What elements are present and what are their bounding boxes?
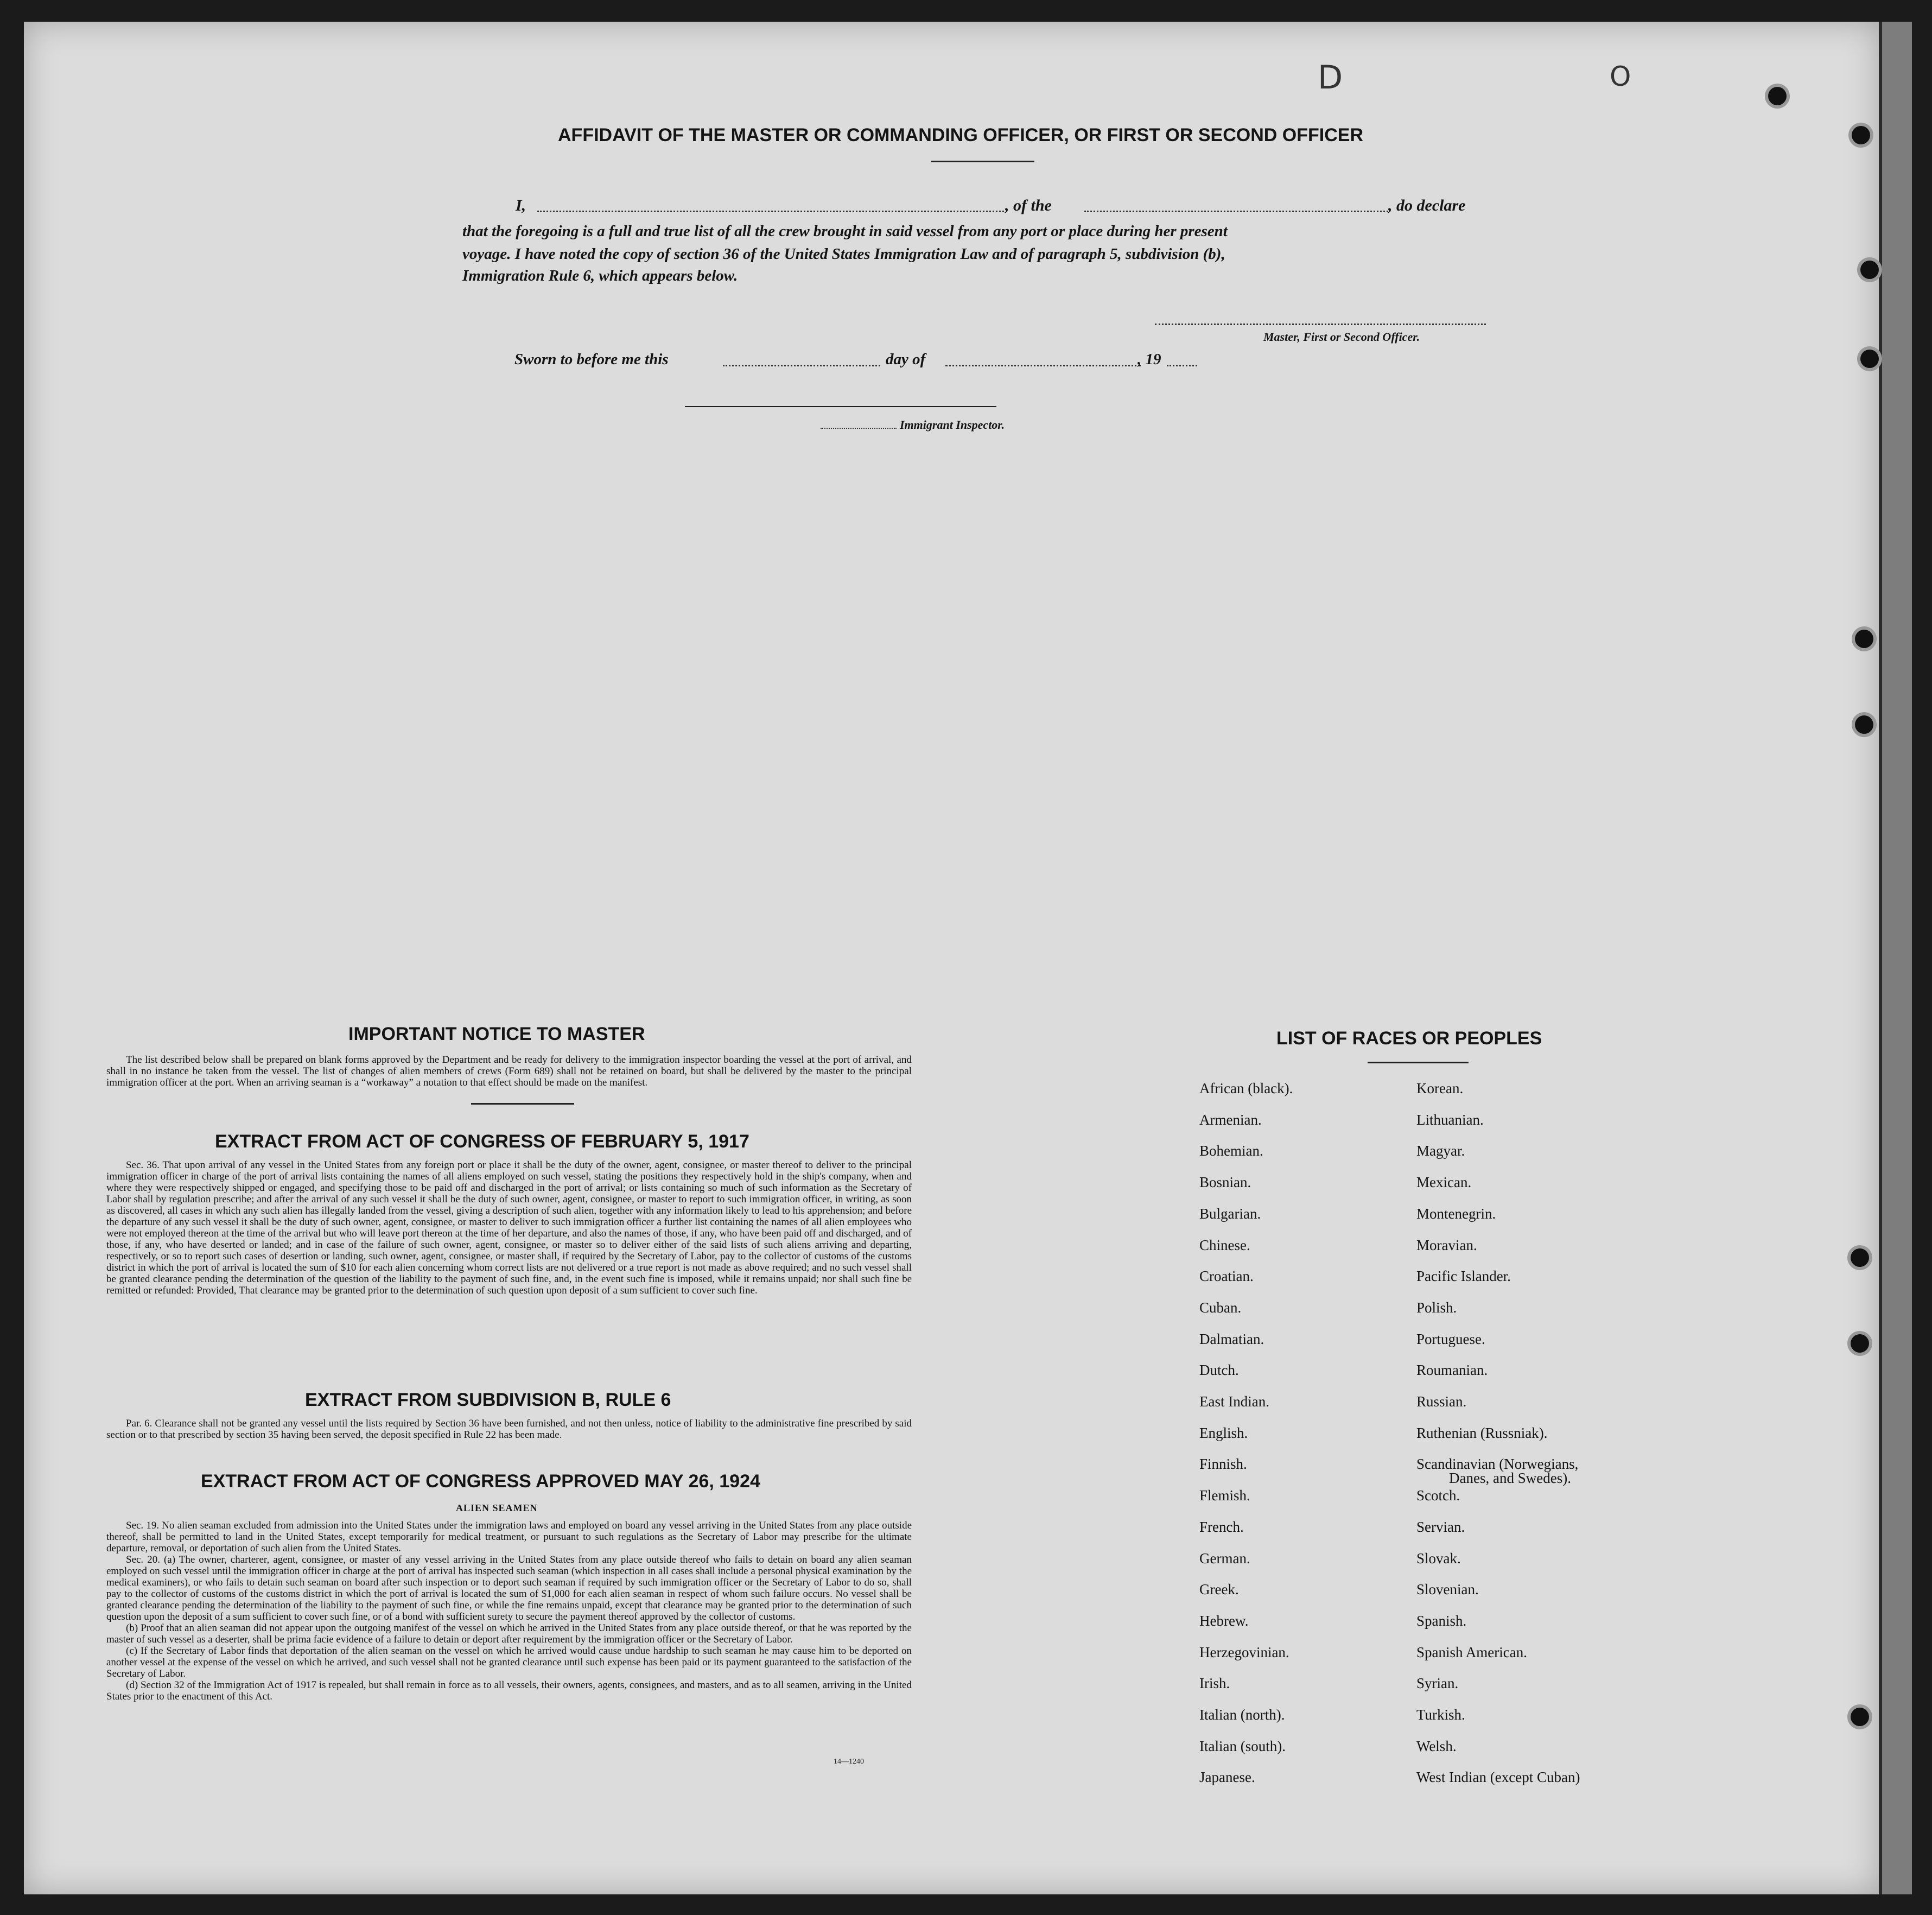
- inspector-label: Immigrant Inspector.: [900, 418, 1005, 432]
- extract-1924-title: EXTRACT FROM ACT OF CONGRESS APPROVED MAY 26, 1924: [201, 1471, 760, 1492]
- affidavit-line1-prefix: I,: [516, 196, 526, 214]
- race-item: Bulgarian.: [1199, 1206, 1261, 1222]
- race-item: Bohemian.: [1199, 1143, 1263, 1159]
- binder-hole-icon: [1860, 261, 1879, 279]
- races-title: LIST OF RACES OR PEOPLES: [1276, 1028, 1542, 1049]
- race-item: Ruthenian (Russniak).: [1416, 1425, 1548, 1441]
- section-paragraph: (d) Section 32 of the Immigration Act of 1917 is repealed, but shall remain in force as to all vessels, their owners, agents, consignees, and masters, and as to all seamen, arriving in the United States prior to the enactment of this Act.: [106, 1679, 912, 1702]
- race-item: German.: [1199, 1550, 1250, 1567]
- race-item: Armenian.: [1199, 1112, 1262, 1128]
- binder-hole-icon: [1855, 715, 1873, 734]
- race-item: Magyar.: [1416, 1143, 1465, 1159]
- race-item: Lithuanian.: [1416, 1112, 1484, 1128]
- inspector-signature-line: [685, 406, 996, 407]
- handwritten-mark: D: [1318, 59, 1343, 97]
- race-item: Herzegovinian.: [1199, 1644, 1289, 1660]
- race-item: Slovak.: [1416, 1550, 1461, 1567]
- binder-hole-icon: [1851, 1248, 1869, 1267]
- affidavit-line1-end: , do declare: [1388, 196, 1466, 214]
- binder-hole-icon: [1851, 1708, 1869, 1726]
- race-item: West Indian (except Cuban): [1416, 1769, 1580, 1785]
- race-item: Chinese.: [1199, 1237, 1250, 1253]
- officer-signature-field[interactable]: [1155, 324, 1486, 325]
- extract-1924-text: [106, 1520, 912, 1702]
- binder-hole-icon: [1860, 350, 1879, 368]
- race-item: East Indian.: [1199, 1393, 1269, 1410]
- race-item: Japanese.: [1199, 1769, 1255, 1785]
- sworn-year-field[interactable]: [1167, 365, 1197, 366]
- binder-hole-icon: [1768, 87, 1787, 105]
- form-code: 14—1240: [834, 1758, 864, 1766]
- affidavit-line4: Immigration Rule 6, which appears below.: [462, 267, 738, 284]
- binder-hole-icon: [1852, 126, 1870, 144]
- race-item: Scotch.: [1416, 1487, 1460, 1504]
- race-item: Syrian.: [1416, 1675, 1459, 1691]
- race-item: Italian (north).: [1199, 1707, 1285, 1723]
- race-item: Danes, and Swedes).: [1449, 1470, 1571, 1486]
- race-item: Irish.: [1199, 1675, 1230, 1691]
- race-item: Italian (south).: [1199, 1738, 1286, 1754]
- affidavit-title: AFFIDAVIT OF THE MASTER OR COMMANDING OFFICER, OR FIRST OR SECOND OFFICER: [558, 125, 1363, 145]
- notice-divider: [471, 1103, 574, 1105]
- notice-text: The list described below shall be prepared on blank forms approved by the Department and be ready for delivery to the immigration inspector boarding the vessel at the port of arrival, and shall in no instance be taken from the vessel. The list of changes of alien members of crews (Form 689) shall not be retained on board, but shall be delivered by the master to the principal immigration officer at the port. When an arriving seaman is a “workaway” a notation to that effect should be made on the manifest.: [106, 1054, 912, 1088]
- race-item: Flemish.: [1199, 1487, 1250, 1504]
- race-item: French.: [1199, 1519, 1244, 1535]
- section-paragraph: Sec. 20. (a) The owner, charterer, agent, consignee, or master of any vessel arriving in the United States from any place outside thereof who fails to detain on board any alien seaman employed on such vessel until the immigration officer in charge at the port of arrival has inspected such seaman (which inspection in all cases shall include a personal physical examination by the medical examiners), or who fails to detain such seaman on board after such inspection or to deport such seaman if required by such immigration officer or the Secretary of Labor to do so, shall pay to the collector of customs of the customs district in which the port of arrival is located the sum of $1,000 for each alien seaman in respect of whom such failure occurs. No vessel shall be granted clearance pending the determination of the liability to the payment of such fine, or while the fine remains unpaid, except that clearance may be granted prior to the determination of such question upon the deposit of a sum sufficient to cover such fine, or of a bond with sufficient surety to secure the payment thereof approved by the collector of customs.: [106, 1554, 912, 1622]
- race-item: Bosnian.: [1199, 1174, 1251, 1190]
- binder-hole-icon: [1851, 1334, 1869, 1353]
- race-item: Russian.: [1416, 1393, 1467, 1410]
- race-item: Cuban.: [1199, 1299, 1242, 1316]
- section-paragraph: Sec. 19. No alien seaman excluded from admission into the United States under the immigration laws and employed on board any vessel arriving in the United States from any place outside thereof, shall be permitted to land in the United States, except temporarily for medical treatment, or pursuant to such regulations as the Secretary of Labor may prescribe for the ultimate departure, removal, or deportation of such alien from the United States.: [106, 1520, 912, 1554]
- race-item: Pacific Islander.: [1416, 1268, 1511, 1284]
- section-paragraph: (b) Proof that an alien seaman did not appear upon the outgoing manifest of the vessel on which he arrived in the United States from any place outside thereof, or that he was reported by the master of such vessel as a deserter, shall be prima facie evidence of a failure to detain or deport after requirement by the immigration officer or the Secretary of Labor.: [106, 1622, 912, 1645]
- officer-label: Master, First or Second Officer.: [1263, 330, 1420, 344]
- inspector-dots: [821, 428, 897, 429]
- affidavit-line2: that the foregoing is a full and true list of all the crew brought in said vessel from any port or place during her present: [462, 223, 1228, 240]
- vessel-blank-field[interactable]: [1084, 211, 1388, 212]
- race-item: Turkish.: [1416, 1707, 1465, 1723]
- race-item: English.: [1199, 1425, 1248, 1441]
- title-underline: [931, 161, 1034, 162]
- race-item: Greek.: [1199, 1581, 1239, 1597]
- affidavit-line3: voyage. I have noted the copy of section 36 of the United States Immigration Law and of paragraph 5, subdivision (b),: [462, 245, 1225, 263]
- extract-1917-title: EXTRACT FROM ACT OF CONGRESS OF FEBRUARY 5, 1917: [215, 1131, 749, 1152]
- binding-edge: [1879, 22, 1912, 1894]
- race-item: Portuguese.: [1416, 1331, 1485, 1347]
- affidavit-line1-mid: , of the: [1005, 196, 1052, 214]
- race-item: Moravian.: [1416, 1237, 1477, 1253]
- race-item: Dutch.: [1199, 1362, 1239, 1378]
- race-item: Croatian.: [1199, 1268, 1254, 1284]
- section-paragraph: (c) If the Secretary of Labor finds that deportation of the alien seaman on the vessel on which he arrived would cause undue hardship to such seaman he may cause him to be deported on another vessel at the expense of the vessel on which he arrived, and such vessel shall not be granted clearance until such expense has been paid or its payment guaranteed to the satisfaction of the Secretary of Labor.: [106, 1645, 912, 1679]
- race-item: Montenegrin.: [1416, 1206, 1496, 1222]
- race-item: Dalmatian.: [1199, 1331, 1264, 1347]
- race-item: Slovenian.: [1416, 1581, 1479, 1597]
- race-item: Servian.: [1416, 1519, 1465, 1535]
- race-item: Hebrew.: [1199, 1613, 1249, 1629]
- race-item: Scandinavian (Norwegians,: [1416, 1456, 1579, 1472]
- notice-title: IMPORTANT NOTICE TO MASTER: [348, 1024, 645, 1044]
- race-item: Roumanian.: [1416, 1362, 1488, 1378]
- rule6-title: EXTRACT FROM SUBDIVISION B, RULE 6: [305, 1390, 671, 1410]
- rule6-text: Par. 6. Clearance shall not be granted any vessel until the lists required by Section 36 have been furnished, and not then unless, notice of liability to the administrative fine prescribed by said section or to that prescribed by section 35 having been served, the deposit specified in Rule 22 has been made.: [106, 1418, 912, 1441]
- race-item: Polish.: [1416, 1299, 1457, 1316]
- alien-seamen-subtitle: ALIEN SEAMEN: [456, 1502, 538, 1513]
- sworn-year: , 19: [1137, 351, 1161, 368]
- race-item: Mexican.: [1416, 1174, 1472, 1190]
- sworn-mid: day of: [886, 351, 926, 368]
- race-item: Welsh.: [1416, 1738, 1457, 1754]
- extract-1917-text: Sec. 36. That upon arrival of any vessel in the United States from any foreign port or place it shall be the duty of the owner, agent, consignee, or master thereof to deliver to the principal immigration officer in charge of the port of arrival lists containing the names of all aliens employed on such vessel, stating the positions they respectively hold in the ship's company, when and where they were respectively shipped or engaged, and specifying those to be paid off and discharged in the port of arrival; or lists containing so much of such information as the Secretary of Labor shall by regulation prescribe; and after the arrival of any such vessel it shall be the duty of such owner, agent, consignee, or master to report to such immigration officer, in writing, as soon as discovered, all cases in which any such alien has illegally landed from the vessel, giving a description of such alien, together with any information likely to lead to his apprehension; and before the departure of any such vessel it shall be the duty of such owner, agent, consignee, or master to deliver to such immigration officer a further list containing the names of all alien employees who were not employed thereon at the time of the arrival but who will leave port thereon at the time of her departure, and also the names of those, if any, who have been paid off and discharged, and of those, if any, who have deserted or landed; and in case of the failure of such owner, agent, consignee, or master so to deliver either of the said lists of such aliens arriving and departing, respectively, or so to report such cases of desertion or landing, such owner, agent, consignee, or master shall, if required by the Secretary of Labor, pay to the collector of customs of the customs district in which the port of arrival is located the sum of $10 for each alien concerning whom correct lists are not delivered or a true report is not made as above required; and no such vessel shall be granted clearance pending the determination of the question of the liability to the payment of such fine, and, in the event such fine is imposed, while it remains unpaid; nor shall such fine be remitted or refunded: Provided, That clearance may be granted prior to the determination of such question upon deposit of a sum sufficient to cover such fine.: [106, 1159, 912, 1296]
- name-blank-field[interactable]: [537, 211, 1004, 212]
- races-divider: [1368, 1062, 1469, 1063]
- sworn-month-field[interactable]: [945, 365, 1141, 366]
- sworn-prefix: Sworn to before me this: [514, 351, 669, 368]
- race-item: Finnish.: [1199, 1456, 1247, 1472]
- race-item: Spanish American.: [1416, 1644, 1527, 1660]
- race-item: Spanish.: [1416, 1613, 1467, 1629]
- race-item: African (black).: [1199, 1080, 1293, 1096]
- binder-hole-icon: [1855, 630, 1873, 648]
- race-item: Korean.: [1416, 1080, 1464, 1096]
- handwritten-mark: O: [1610, 61, 1631, 92]
- sworn-day-field[interactable]: [723, 365, 880, 366]
